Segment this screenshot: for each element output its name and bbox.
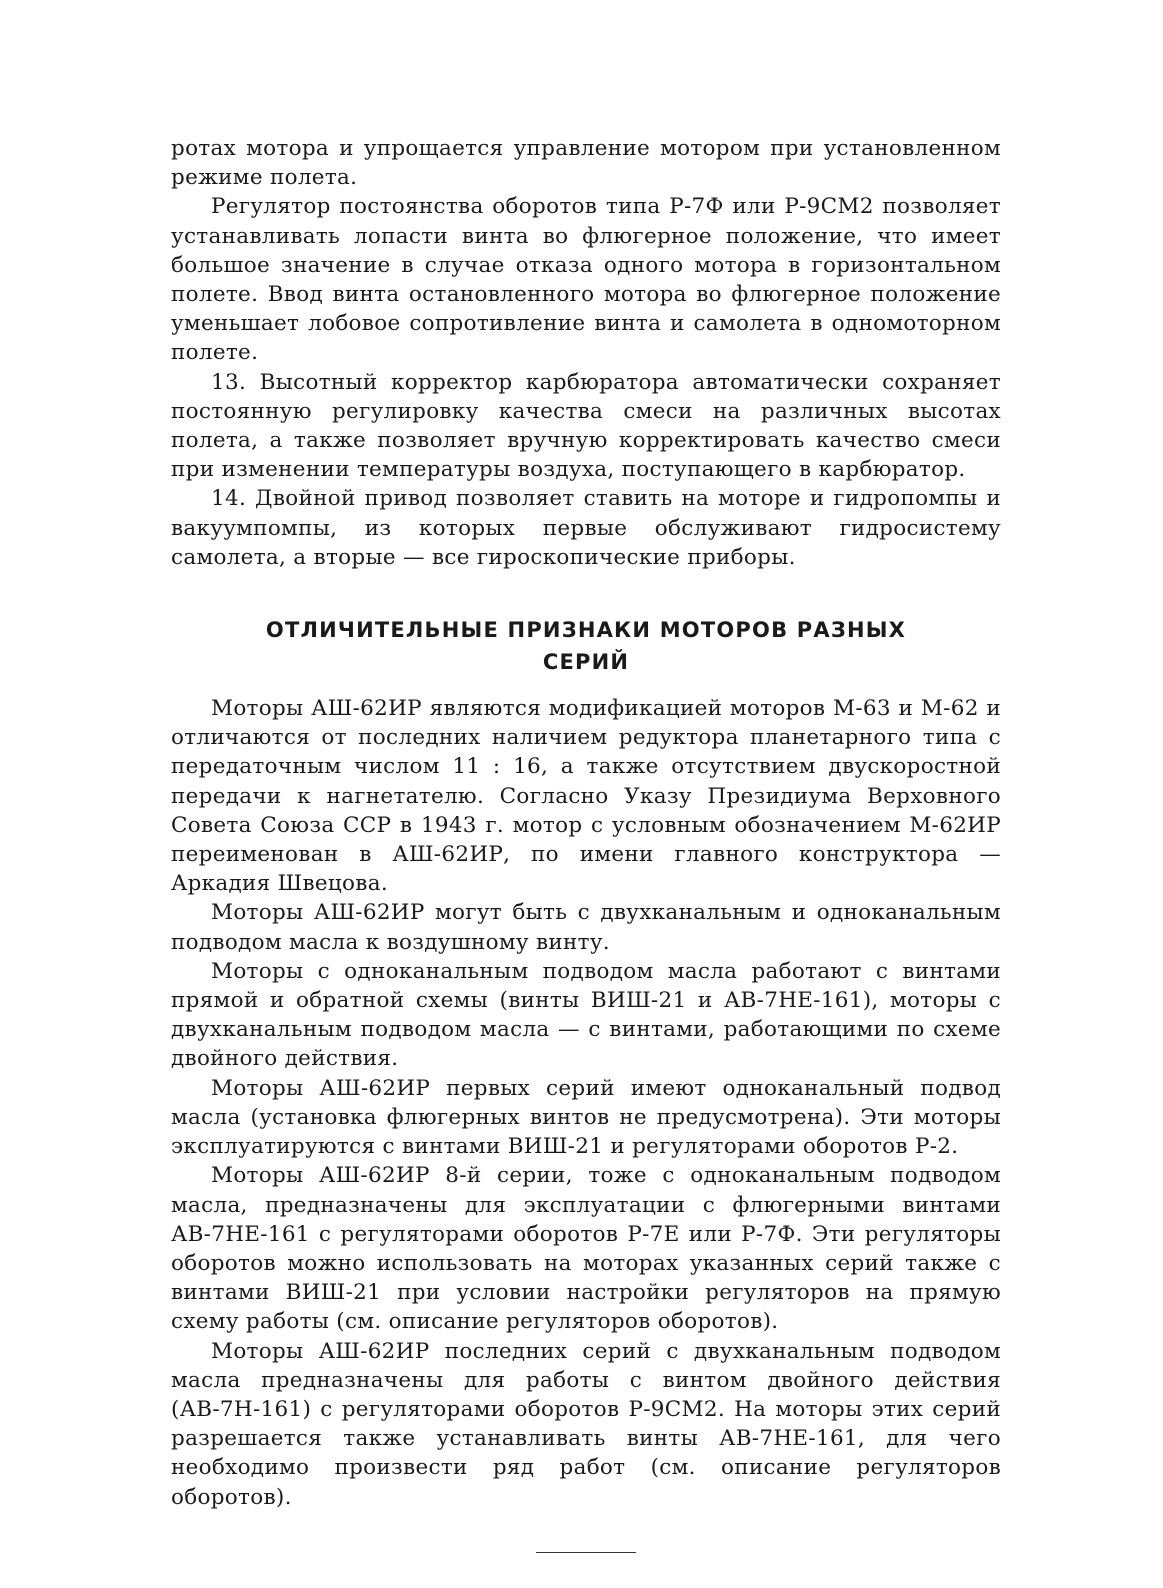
paragraph-oil-feed: Моторы АШ-62ИР могут быть с двухканальным и одноканальным подводом масла к воздушному винту. xyxy=(171,900,1001,955)
intro-block xyxy=(171,134,1001,572)
section-body xyxy=(171,694,1001,1512)
paragraph-first-series: Моторы АШ-62ИР первых серий имеют одноканальный подвод масла (установка флюгерных винтов не предусмотрена). Эти моторы эксплуатируются с винтами ВИШ-21 и регуляторами оборотов Р-2. xyxy=(171,1075,1001,1160)
paragraph-modification: Моторы АШ-62ИР являются модификацией моторов М-63 и М-62 и отличаются от последних наличием редуктора планетарного типа с передаточным числом 11 : 16, а также отсутствием двускоростной передачи к нагнетателю. Согласно Указу Президиума Верховного Совета Союза ССР в 1943 г. мотор с условным обозначением М-62ИР переименован в АШ-62ИР, по имени главного конструктора — Аркадия Швецова. xyxy=(171,696,1001,897)
paragraph-item-14: 14. Двойной привод позволяет ставить на моторе и гидропомпы и вакуумпомпы, из которых первые обслуживают гидросистему самолета, а вторые — все гироскопические приборы. xyxy=(171,486,1001,570)
paragraph-item-13: 13. Высотный корректор карбюратора автоматически сохраняет постоянную регулировку качества смеси на различных высотах полета, а также позволяет вручную корректировать качество смеси при изменении температуры воздуха, поступающего в карбюратор. xyxy=(171,369,1001,483)
paragraph-single-channel: Моторы с одноканальным подводом масла работают с винтами прямой и обратной схемы (винты ВИШ-21 и АВ-7НЕ-161), моторы с двухканальным подводом масла — с винтами, работающими по схеме двойного действия. xyxy=(171,958,1001,1072)
paragraph-last-series: Моторы АШ-62ИР последних серий с двухканальным подводом масла предназначены для работы с винтом двойного действия (АВ-7Н-161) с регуляторами оборотов Р-9СМ2. На моторы этих серий разрешается также устанавливать винты АВ-7НЕ-161, для чего необходимо произвести ряд работ (см. описание регуляторов оборотов). xyxy=(171,1338,1001,1510)
section-heading: ОТЛИЧИТЕЛЬНЫЕ ПРИЗНАКИ МОТОРОВ РАЗНЫХ СЕРИЙ xyxy=(265,618,907,675)
paragraph-continuation: ротах мотора и упрощается управление мотором при установленном режиме полета. xyxy=(171,136,1001,191)
paragraph-regulator: Регулятор постоянства оборотов типа Р-7Ф или Р-9СМ2 позволяет устанавливать лопасти винта во флюгерное положение, что имеет большое значение в случае отказа одного мотора в горизонтальном полете. Ввод винта остановленного мотора во флюгерное положение уменьшает лобовое сопротивление винта и самолета в одномоторном полете. xyxy=(171,194,1001,366)
end-rule-divider xyxy=(536,1552,636,1553)
document-page xyxy=(171,134,1001,1553)
paragraph-8th-series: Моторы АШ-62ИР 8-й серии, тоже с одноканальным подводом масла, предназначены для эксплуатации с флюгерными винтами АВ-7НЕ-161 с регуляторами оборотов Р-7Е или Р-7Ф. Эти регуляторы оборотов можно использовать на моторах указанных серий также с винтами ВИШ-21 при условии настройки регуляторов на прямую схему работы (см. описание регуляторов оборотов). xyxy=(171,1163,1001,1335)
